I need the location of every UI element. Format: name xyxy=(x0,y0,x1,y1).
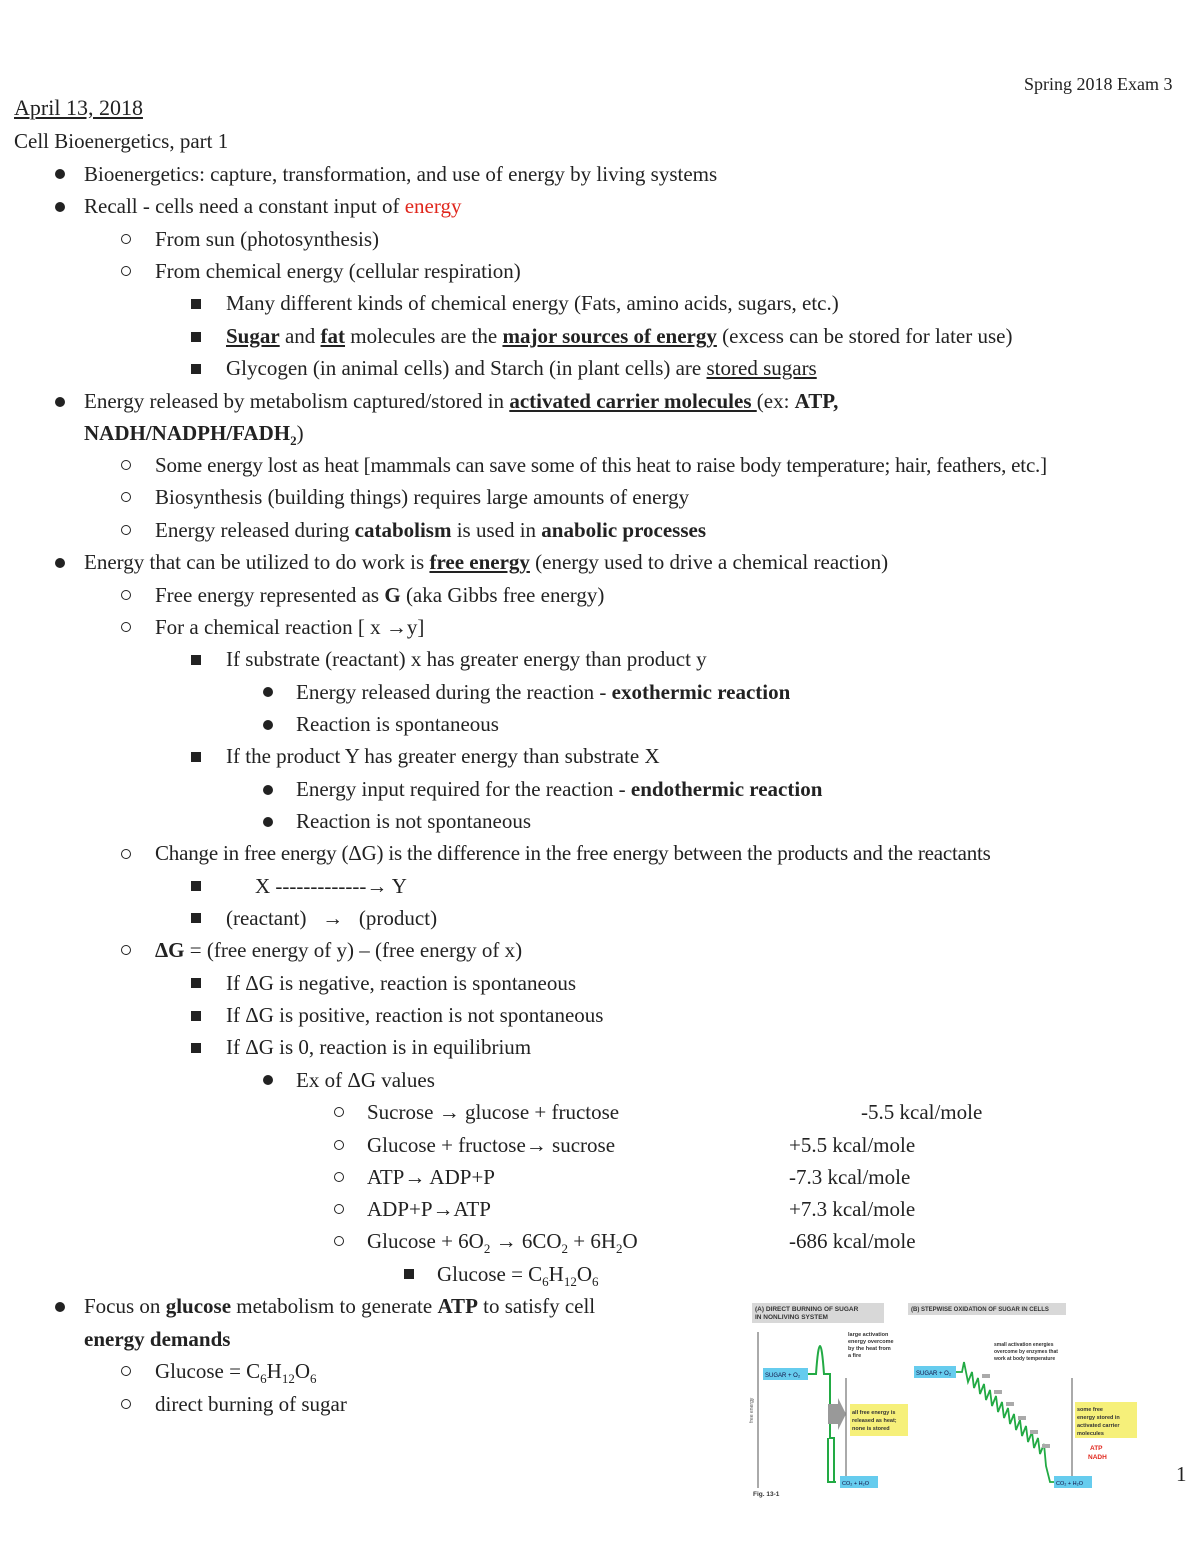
bullet-dot xyxy=(55,169,65,179)
list-item: From chemical energy (cellular respiration) xyxy=(155,259,521,283)
lecture-title: Cell Bioenergetics, part 1 xyxy=(14,129,229,153)
list-item: If ΔG is positive, reaction is not spontaneous xyxy=(226,1003,604,1027)
bullet-dot xyxy=(263,1075,273,1085)
list-item: Ex of ΔG values xyxy=(296,1068,435,1092)
example-value: -686 kcal/mole xyxy=(789,1229,916,1253)
list-item: Sugar and fat molecules are the major sources of energy (excess can be stored for later use) xyxy=(226,324,1013,348)
list-item: Energy released during catabolism is used in anabolic processes xyxy=(155,518,706,542)
bullet-dot xyxy=(263,687,273,697)
sugar-label-a: SUGAR + O₂ xyxy=(765,1373,801,1379)
a-box-1: all free energy is xyxy=(852,1410,896,1416)
list-item: Recall - cells need a constant input of energy xyxy=(84,194,462,218)
bullet-square xyxy=(191,913,201,923)
bullet-circle xyxy=(121,1366,131,1376)
list-item: Energy released by metabolism captured/stored in activated carrier molecules (ex: ATP, xyxy=(84,389,839,413)
bullet-square xyxy=(191,299,201,309)
list-item: If the product Y has greater energy than substrate X xyxy=(226,744,660,768)
bullet-dot xyxy=(263,785,273,795)
list-item: Energy input required for the reaction - endothermic reaction xyxy=(296,777,823,801)
example-value: +7.3 kcal/mole xyxy=(789,1197,916,1221)
bullet-dot xyxy=(263,720,273,730)
list-item: Reaction is not spontaneous xyxy=(296,809,532,833)
list-item: Glycogen (in animal cells) and Starch (in plant cells) are stored sugars xyxy=(226,356,817,380)
bullet-dot xyxy=(55,202,65,212)
lecture-date: April 13, 2018 xyxy=(14,95,143,120)
list-item: If ΔG is 0, reaction is in equilibrium xyxy=(226,1035,532,1059)
example-reaction: $Glucose + 6O_2 \to 6CO_2 + 6H_2O$ xyxy=(367,1229,638,1257)
bullet-circle xyxy=(121,849,131,859)
b-note-3: work at body temperature xyxy=(994,1356,1056,1362)
list-item: $Glucose = C_6H_{12}O_6$ xyxy=(155,1359,317,1387)
example-reaction: ATP→ ADP+P xyxy=(367,1165,495,1189)
list-item: Reaction is spontaneous xyxy=(296,712,499,736)
bullet-square xyxy=(191,978,201,988)
example-reaction: Sucrose → glucose + fructose xyxy=(367,1100,620,1124)
header-exam-label: Spring 2018 Exam 3 xyxy=(1024,74,1173,94)
page-number: 1 xyxy=(1176,1462,1187,1486)
sugar-label-b: SUGAR + O₂ xyxy=(916,1371,952,1377)
bullet-circle xyxy=(121,1399,131,1409)
bullet-circle xyxy=(121,622,131,632)
list-item: Focus on glucose metabolism to generate ATP to satisfy cell xyxy=(84,1294,596,1318)
bullet-square xyxy=(404,1269,414,1279)
a-note-3: by the heat from xyxy=(848,1346,891,1352)
energy-curve-b xyxy=(956,1362,1058,1482)
list-item: Free energy represented as G (aka Gibbs free energy) xyxy=(155,583,605,607)
list-item: From sun (photosynthesis) xyxy=(155,227,380,251)
b-box-3: activated carrier xyxy=(1077,1423,1120,1429)
bullet-circle xyxy=(334,1236,344,1246)
bullet-circle xyxy=(121,460,131,470)
a-note-2: energy overcome xyxy=(848,1339,894,1345)
b-box-2: energy stored in xyxy=(1077,1415,1120,1421)
product-label-a: CO₂ + H₂O xyxy=(842,1481,870,1487)
y-axis-label: free energy xyxy=(749,1397,755,1423)
list-item: X -------------→ Y xyxy=(255,874,407,898)
bullet-circle xyxy=(334,1172,344,1182)
example-value: +5.5 kcal/mole xyxy=(789,1133,916,1157)
bullet-circle xyxy=(334,1107,344,1117)
list-item: (reactant) → (product) xyxy=(226,906,438,930)
list-item: Energy that can be utilized to do work is free energy (energy used to drive a chemical reaction) xyxy=(84,550,889,574)
bullet-circle xyxy=(334,1140,344,1150)
bullet-square xyxy=(191,752,201,762)
example-value: -7.3 kcal/mole xyxy=(789,1165,911,1189)
list-item: If substrate (reactant) x has greater energy than product y xyxy=(226,647,707,671)
list-item-continuation: energy demands xyxy=(84,1327,231,1351)
example-value: -5.5 kcal/mole xyxy=(861,1100,983,1124)
bullet-dot xyxy=(55,397,65,407)
example-reaction: ADP+P→ATP xyxy=(367,1197,491,1221)
a-box-3: none is stored xyxy=(852,1426,890,1432)
bullet-square xyxy=(191,881,201,891)
bullet-circle xyxy=(121,525,131,535)
bullet-circle xyxy=(121,945,131,955)
b-box-1: some free xyxy=(1077,1407,1103,1413)
a-note-1: large activation xyxy=(848,1332,889,1338)
example-reaction: Glucose + fructose→ sucrose xyxy=(367,1133,616,1157)
list-item: Many different kinds of chemical energy (Fats, amino acids, sugars, etc.) xyxy=(226,291,839,315)
bullet-circle xyxy=(121,590,131,600)
list-item: Bioenergetics: capture, transformation, and use of energy by living systems xyxy=(84,162,718,186)
bullet-square xyxy=(191,655,201,665)
a-note-4: a fire xyxy=(848,1353,862,1359)
list-item: Some energy lost as heat [mammals can save some of this heat to raise body temperature; hair, feathers, etc.] xyxy=(155,453,1047,477)
bullet-circle xyxy=(121,492,131,502)
panel-b-title: (B) STEPWISE OXIDATION OF SUGAR IN CELLS xyxy=(911,1307,1049,1313)
a-box-2: released as heat; xyxy=(852,1418,897,1424)
nadh-label: NADH xyxy=(1088,1454,1107,1461)
product-label-b: CO₂ + H₂O xyxy=(1056,1481,1084,1487)
bullet-dot xyxy=(263,817,273,827)
list-item: Biosynthesis (building things) requires large amounts of energy xyxy=(155,485,690,509)
stepwise-heat-arrows xyxy=(982,1374,1050,1448)
panel-a-title: (A) DIRECT BURNING OF SUGAR xyxy=(755,1306,859,1313)
bullet-dot xyxy=(55,1302,65,1312)
bullet-circle xyxy=(121,266,131,276)
list-item-continuation: NADH/$NADPH/FADH_2$) xyxy=(84,421,304,449)
list-item: For a chemical reaction [ x →y] xyxy=(155,615,425,639)
figure-caption: Fig. 13-1 xyxy=(753,1491,780,1498)
list-item: $Glucose = C_6H_{12}O_6$ xyxy=(437,1262,599,1290)
bullet-dot xyxy=(55,558,65,568)
atp-label: ATP xyxy=(1090,1445,1103,1452)
list-item: ΔG = (free energy of y) – (free energy of x) xyxy=(155,938,523,962)
list-item: Energy released during the reaction - exothermic reaction xyxy=(296,680,791,704)
bullet-square xyxy=(191,364,201,374)
bullet-circle xyxy=(121,234,131,244)
panel-a-title-2: IN NONLIVING SYSTEM xyxy=(755,1314,828,1321)
b-note-2: overcome by enzymes that xyxy=(994,1349,1058,1355)
list-item: Change in free energy (ΔG) is the difference in the free energy between the products and the reactants xyxy=(155,841,991,865)
bullet-square xyxy=(191,1043,201,1053)
list-item: direct burning of sugar xyxy=(155,1392,347,1416)
b-note-1: small activation energies xyxy=(994,1342,1054,1348)
bullet-square xyxy=(191,1011,201,1021)
b-box-4: molecules xyxy=(1077,1431,1104,1437)
bullet-square xyxy=(191,332,201,342)
energy-figure xyxy=(748,1298,1148,1498)
bullet-circle xyxy=(334,1204,344,1214)
list-item: If ΔG is negative, reaction is spontaneous xyxy=(226,971,576,995)
